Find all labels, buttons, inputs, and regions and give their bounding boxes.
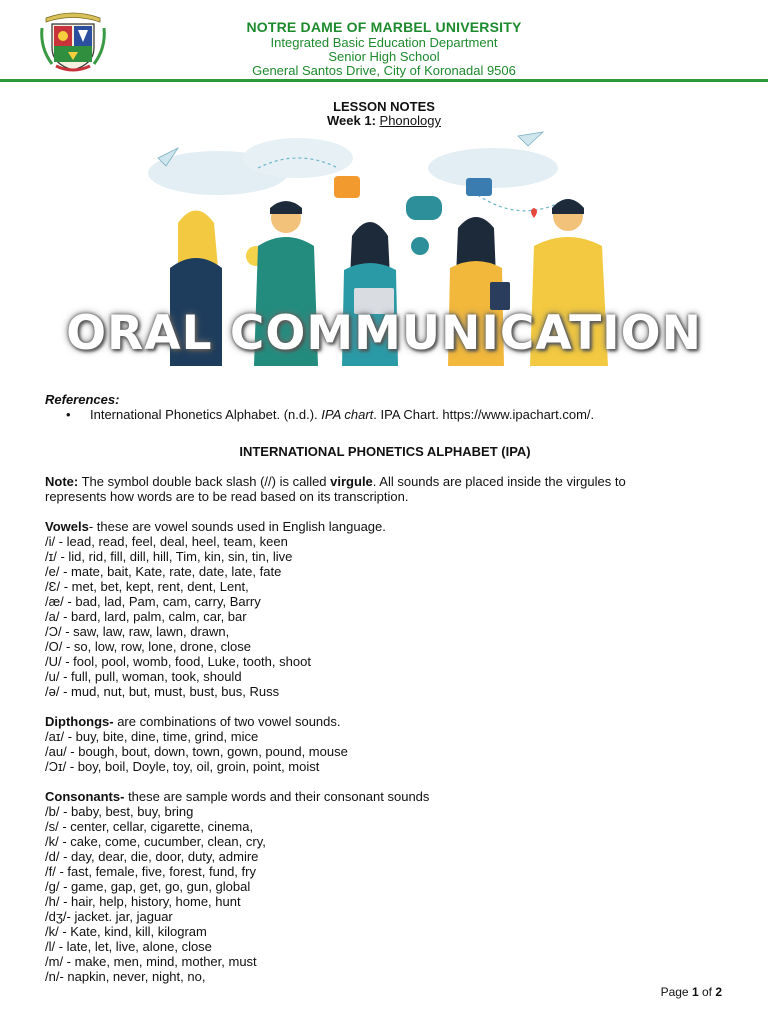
diphthong-line: /Ɔɪ/ - boy, boil, Doyle, toy, oil, groin, point, moist [45,759,320,774]
diphthong-line: /aɪ/ - buy, bite, dine, time, grind, mice [45,729,259,744]
reference-text: International Phonetics Alphabet. (n.d.). [90,407,322,422]
week-topic: Phonology [379,113,441,128]
note-text: The symbol double back slash (//) is called [78,474,331,489]
consonant-line: /m/ - make, men, mind, mother, must [45,954,257,969]
reference-source: . IPA Chart. https://www.ipachart.com/. [373,407,595,422]
consonant-line: /b/ - baby, best, buy, bring [45,804,194,819]
vowel-line: /u/ - full, pull, woman, took, should [45,669,242,684]
school-name: Senior High School [328,49,440,64]
department-name: Integrated Basic Education Department [270,35,498,50]
ipa-section-title: INTERNATIONAL PHONETICS ALPHABET (IPA) [239,444,531,459]
vowel-line: /a/ - bard, lard, palm, calm, car, bar [45,609,247,624]
note-text-end: . All sounds are placed inside the virgules to [372,474,626,489]
vowels-heading [45,519,725,534]
lesson-body [45,392,725,984]
letterhead [0,0,768,82]
consonant-line: /n/- napkin, never, night, no, [45,969,206,984]
consonant-line: /l/ - late, let, live, alone, close [45,939,212,954]
week-label: Week 1: [327,113,376,128]
consonant-line: /k/ - Kate, kind, kill, kilogram [45,924,207,939]
page-footer [661,985,722,999]
references-heading: References: [45,392,120,407]
page-number: 1 [691,985,699,999]
lesson-title: LESSON NOTES [333,99,435,114]
school-address: General Santos Drive, City of Koronadal 9506 [252,63,516,78]
banner-title: ORAL COMMUNICATION [66,306,702,361]
note-term: virgule [330,474,373,489]
diphthongs-heading [45,714,725,729]
consonant-line: /s/ - center, cellar, cigarette, cinema, [45,819,254,834]
vowel-line: /e/ - mate, bait, Kate, rate, date, late, fate [45,564,282,579]
consonants-intro: these are sample words and their consonant sounds [124,789,430,804]
vowels-label: Vowels [45,519,89,534]
consonant-line: /f/ - fast, female, five, forest, fund, fry [45,864,256,879]
vowel-line: /ɪ/ - lid, rid, fill, dill, hill, Tim, kin, sin, tin, live [45,549,293,564]
vowel-line: /Ɛ/ - met, bet, kept, rent, dent, Lent, [45,579,249,594]
reference-title: IPA chart [321,407,374,422]
diphthongs-intro: are combinations of two vowel sounds. [113,714,341,729]
ipa-note [45,474,725,489]
vowel-line: /ə/ - mud, nut, but, must, bust, bus, Russ [45,684,280,699]
diphthong-list [45,729,725,774]
consonant-line: /h/ - hair, help, history, home, hunt [45,894,241,909]
consonant-list [45,804,725,984]
week-line [0,113,768,128]
university-name: NOTRE DAME OF MARBEL UNIVERSITY [246,19,522,35]
bullet-icon: • [66,407,71,422]
consonants-heading [45,789,725,804]
page-label: Page [660,985,692,999]
ipa-note-line2: represents how words are to be read based on its transcription. [45,489,409,504]
consonant-line: /k/ - cake, come, cucumber, clean, cry, [45,834,266,849]
page-total: 2 [715,985,722,999]
consonant-line: /d/ - day, dear, die, door, duty, admire [45,849,259,864]
consonants-label: Consonants- [45,789,125,804]
header-divider [0,79,768,82]
vowel-line: /æ/ - bad, lad, Pam, cam, carry, Barry [45,594,261,609]
diphthong-line: /au/ - bough, bout, down, town, gown, pound, mouse [45,744,348,759]
vowel-line: /i/ - lead, read, feel, deal, heel, team, keen [45,534,288,549]
vowel-line: /O/ - so, low, row, lone, drone, close [45,639,251,654]
diphthongs-label: Dipthongs- [45,714,114,729]
reference-item [66,407,725,422]
consonant-line: /dʒ/- jacket. jar, jaguar [45,909,173,924]
vowel-list [45,534,725,699]
of-label: of [698,985,716,999]
vowels-intro: - these are vowel sounds used in English language. [88,519,386,534]
note-label: Note: [45,474,79,489]
consonant-line: /g/ - game, gap, get, go, gun, global [45,879,251,894]
vowel-line: /Ɔ/ - saw, law, raw, lawn, drawn, [45,624,230,639]
vowel-line: /U/ - fool, pool, womb, food, Luke, tooth, shoot [45,654,311,669]
